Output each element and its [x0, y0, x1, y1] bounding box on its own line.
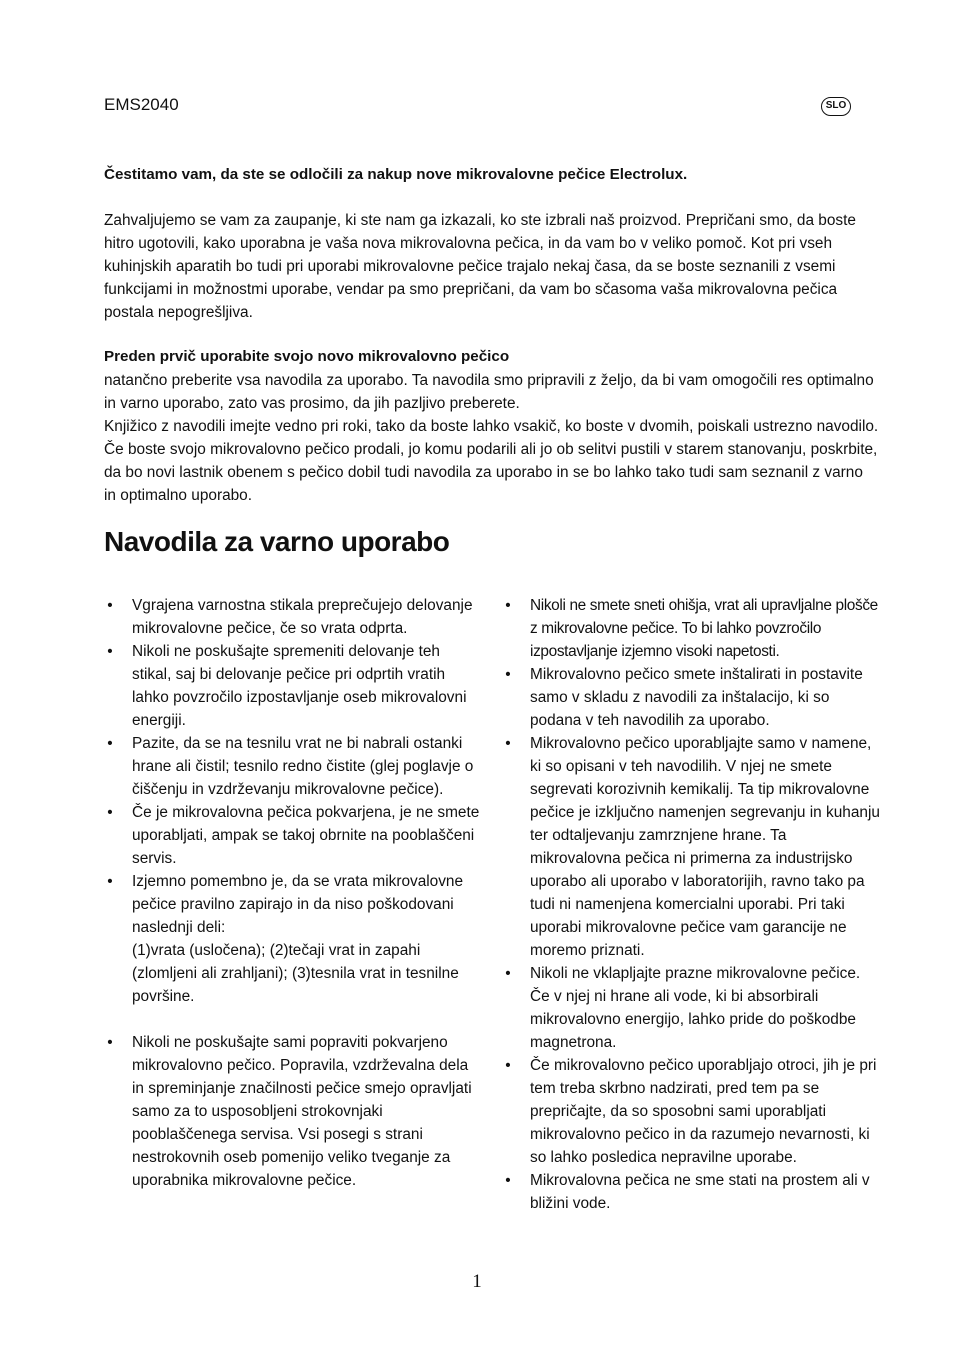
before-use-paragraph-2: Knjižico z navodili imejte vedno pri roki, tako da boste lahko vsakič, ko boste v dvomih, poiskali ustrezno navodilo. Če boste svojo mikrovalovno pečico prodali, jo komu podarili ali jo ob selitvi pustili v starem stanovanju, poskrbite, da bo novi lastnik obenem s pečico dobil tudi navodila za uporabo in se bo lahko tako tudi sam seznanil z varno in optimalno uporabo. — [104, 418, 879, 504]
congrats-heading: Čestitamo vam, da ste se odločili za nakup nove mikrovalovne pečice Electrolux. — [104, 166, 688, 183]
bullet-icon: • — [505, 597, 511, 614]
bullet-icon: • — [505, 965, 511, 982]
list-item: • Mikrovalovna pečica ne sme stati na prostem ali v bližini vode. — [502, 1169, 880, 1215]
list-item: • Mikrovalovno pečico smete inštalirati in postavite samo v skladu z navodili za inštalacijo, ki so podana v teh navodilih za uporabo. — [502, 663, 880, 732]
spacer — [104, 1008, 482, 1031]
model-number: EMS2040 — [104, 95, 179, 114]
before-use-paragraph-1: natančno preberite vsa navodila za uporabo. Ta navodila smo pripravili z željo, da bi vam omogočili res optimalno in varno uporabo, zato vas prosimo, da jih pazljivo preberete. — [104, 372, 874, 412]
bullet-icon: • — [505, 666, 511, 683]
door-parts-list: (1)vrata (usločena); (2)tečaji vrat in zapahi (zlomljeni ali zrahljani); (3)tesnila vrat in tesnilne površine. — [132, 942, 459, 1005]
list-item: • Če je mikrovalovna pečica pokvarjena, je ne smete uporabljati, ampak se takoj obrnite na pooblaščeni servis. — [104, 801, 482, 870]
bullet-icon: • — [107, 1034, 113, 1051]
list-item: • Nikoli ne smete sneti ohišja, vrat ali upravljalne plošče z mikrovalovne pečice. To bi lahko povzročilo izpostavljanje izjemno visoki napetosti. — [502, 594, 880, 663]
bullet-icon: • — [505, 1057, 511, 1074]
list-item: • Vgrajena varnostna stikala preprečujejo delovanje mikrovalovne pečice, če so vrata odprta. — [104, 594, 482, 640]
bullet-icon: • — [107, 643, 113, 660]
list-item: • Pazite, da se na tesnilu vrat ne bi nabrali ostanki hrane ali čistil; tesnilo redno čistite (glej poglavje o čiščenju in vzdrževanju mikrovalovne pečice). — [104, 732, 482, 801]
list-item: • Izjemno pomembno je, da se vrata mikrovalovne pečice pravilno zapirajo in da niso poškodovani naslednji deli: (1)vrata (usločena); (2)tečaji vrat in zapahi (zlomljeni ali zrahljani); (3)tesnila vrat in tesnilne površine. — [104, 870, 482, 1008]
list-item: • Nikoli ne poskušajte sami popraviti pokvarjeno mikrovalovno pečico. Popravila, vzdrževalna dela in spreminjanje značilnosti pečice smejo opravljati samo za to usposobljeni strokovnjaki pooblaščenega servisa. Vsi posegi s strani nestrokovnih oseb pomenijo veliko tveganje za uporabnika mikrovalovne pečice. — [104, 1031, 482, 1192]
list-item: • Mikrovalovno pečico uporabljajte samo v namene, ki so opisani v teh navodilih. V njej ne smete segrevati korozivnih kemikalij. Ta tip mikrovalovne pečice je izključno namenjen segrevanju in kuhanju ter odtaljevanju zamrznjene hrane. Ta mikrovalovna pečica ni primerna za industrijsko uporabo ali uporabo v laboratorijih, ravno tako pa tudi ni namenjena komercialni uporabi. Pri taki uporabi mikrovalovne pečice vam garancije ne moremo priznati. — [502, 732, 880, 962]
bullet-icon: • — [107, 873, 113, 890]
bullet-icon: • — [505, 1172, 511, 1189]
bullet-icon: • — [107, 804, 113, 821]
intro-paragraph: Zahvaljujemo se vam za zaupanje, ki ste nam ga izkazali, ko ste izbrali naš proizvod. Prepričani smo, da boste hitro ugotovili, kako uporabna je vaša nova mikrovalovna pečica, in da vam bo v veliko pomoč. Kot pri vseh kuhinjskih aparatih bo tudi pri uporabi mikrovalovne pečice trajalo nekaj časa, da se boste seznanili z vsemi funkcijami in možnostmi uporabe, vendar pa smo prepričani, da vam bo sčasoma vaša mikrovalovna pečica postala nepogrešljiva. — [104, 212, 856, 321]
safety-list-right — [502, 594, 880, 1215]
list-item: • Nikoli ne vklapljajte prazne mikrovalovne pečice. Če v njej ni hrane ali vode, ki bi absorbirali mikrovalovno energijo, lahko pride do poškodbe magnetrona. — [502, 962, 880, 1054]
list-item: • Nikoli ne poskušajte spremeniti delovanje teh stikal, saj bi delovanje pečice pri odprtih vratih lahko povzročilo izpostavljanje oseb mikrovalovni energiji. — [104, 640, 482, 732]
before-use-body — [104, 369, 879, 507]
bullet-icon: • — [107, 597, 113, 614]
language-badge: SLO — [821, 97, 851, 116]
bullet-icon: • — [107, 735, 113, 752]
before-use-heading: Preden prvič uporabite svojo novo mikrovalovno pečico — [104, 348, 510, 365]
safety-section-title: Navodila za varno uporabo — [104, 526, 450, 557]
page-number: 1 — [472, 1271, 482, 1292]
list-item: • Če mikrovalovno pečico uporabljajo otroci, jih je pri tem treba skrbno nadzirati, pred tem pa se prepričajte, da so sposobni sami uporabljati mikrovalovno pečico in da razumejo nevarnosti, ki so lahko posledica nepravilne uporabe. — [502, 1054, 880, 1169]
bullet-icon: • — [505, 735, 511, 752]
safety-list-left — [104, 594, 482, 1192]
